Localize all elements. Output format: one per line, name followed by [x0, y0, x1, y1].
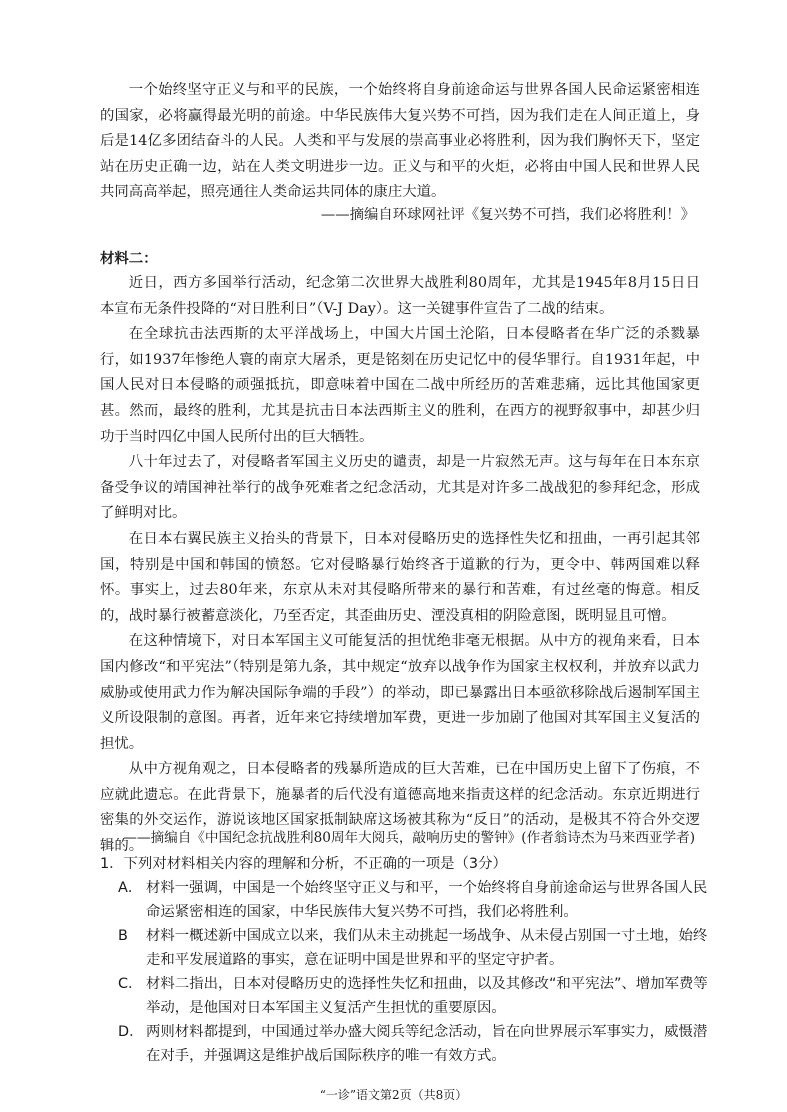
material2-paragraph-3: 八十年过去了，对侵略者军国主义历史的谴责，却是一片寂然无声。这与每年在日本东京备受争议的靖国神社举行的战争死难者之纪念活动，尤其是对许多二战战犯的参拜纪念，形成了鲜明对比。: [100, 454, 700, 522]
option-letter: D．: [118, 1024, 144, 1040]
material2-paragraph-5: 在这种情境下，对日本军国主义可能复活的担忧绝非毫无根据。从中方的视角来看，日本国内修改“和平宪法”（特别是第九条，其中规定“放弃以战争作为国家主权权利，并放弃以武力威胁或使用武力作为解决国际争端的手段”）的举动，即已暴露出日本亟欲移除战后遏制军国主义所设限制的意图。再者，近年来它持续增加军费，更进一步加剧了他国对其军国主义复活的担忧。: [100, 633, 700, 752]
option-text: 材料一强调，中国是一个始终坚守正义与和平，一个始终将自身前途命运与世界各国人民命运紧密相连的国家，中华民族伟大复兴势不可挡，我们必将胜利。: [146, 880, 708, 920]
material1-source: ——摘编自环球网社评《复兴势不可挡，我们必将胜利！》: [320, 207, 695, 223]
material1-paragraph: 一个始终坚守正义与和平的民族，一个始终将自身前途命运与世界各国人民命运紧密相连的国家，必将赢得最光明的前途。中华民族伟大复兴势不可挡，因为我们走在人间正道上，身后是14亿多团结奋斗的人民。人类和平与发展的崇高事业必将胜利，因为我们胸怀天下，坚定站在历史正确一边，站在人类文明进步一边。正义与和平的火炬，必将由中国人民和世界人民共同高高举起，照亮通往人类命运共同体的康庄大道。: [100, 82, 700, 201]
question-stem: 1．下列对材料相关内容的理解和分析，不正确的一项是（3分）: [100, 856, 507, 872]
option-text: 两则材料都提到，中国通过举办盛大阅兵等纪念活动，旨在向世界展示军事实力，威慑潜在对手，并强调这是维护战后国际秩序的唯一有效方式。: [146, 1024, 708, 1064]
option-letter: C．: [118, 976, 143, 992]
material2-paragraph-2: 在全球抗击法西斯的太平洋战场上，中国大片国土沦陷，日本侵略者在华广泛的杀戮暴行，如1937年惨绝人寰的南京大屠杀，更是铭刻在历史记忆中的侵华罪行。自1931年起，中国人民对日本侵略的顽强抵抗，即意味着中国在二战中所经历的苦难悲痛，远比其他国家更甚。然而，最终的胜利，尤其是抗击日本法西斯主义的胜利，在西方的视野叙事中，却甚少归功于当时四亿中国人民所付出的巨大牺牲。: [100, 326, 700, 445]
option-c[interactable]: [100, 972, 710, 1020]
question-1: [100, 852, 710, 1068]
page-footer: “一诊”语文第2页（共8页）: [319, 1088, 468, 1102]
material2-paragraph-1: 近日，西方多国举行活动，纪念第二次世界大战胜利80周年，尤其是1945年8月15日日本宣布无条件投降的“对日胜利日”（V-J Day）。这一关键事件宣告了二战的结束。: [100, 275, 700, 317]
material2-paragraph-4: 在日本右翼民族主义抬头的背景下，日本对侵略历史的选择性失忆和扭曲，一再引起其邻国，特别是中国和韩国的愤怒。它对侵略暴行始终吝于道歉的行为，更令中、韩两国难以释怀。事实上，过去80年来，东京从未对其侵略所带来的暴行和苦难，有过丝毫的悔意。相反的，战时暴行被蓄意淡化，乃至否定，其歪曲历史、湮没真相的阴险意图，既明显且可憎。: [100, 530, 700, 624]
option-text: 材料二指出，日本对侵略历史的选择性失忆和扭曲，以及其修改“和平宪法”、增加军费等举动，是他国对日本军国主义复活产生担忧的重要原因。: [146, 976, 708, 1016]
option-letter: A．: [118, 880, 143, 896]
material2-heading: 材料二：: [100, 250, 158, 267]
option-b[interactable]: [100, 924, 710, 972]
material2-source: ——摘编自《中国纪念抗战胜利80周年大阅兵，敲响历史的警钟》(作者翁诗杰为马来西亚学者): [123, 830, 695, 846]
option-text: 材料一概述新中国成立以来，我们从未主动挑起一场战争、从未侵占别国一寸土地，始终走和平发展道路的事实，意在证明中国是世界和平的坚定守护者。: [146, 928, 708, 968]
option-d[interactable]: [100, 1020, 710, 1068]
option-letter: B: [118, 928, 128, 944]
material1-block: [100, 78, 700, 206]
material2-paragraph-6: 从中方视角观之，日本侵略者的残暴所造成的巨大苦难，已在中国历史上留下了伤痕，不应就此遗忘。在此背景下，施暴者的后代没有道德高地来指责这样的纪念活动。东京近期进行密集的外交运作，游说该地区国家抵制缺席这场被其称为“反日”的活动，是极其不符合外交逻辑的。: [100, 761, 700, 855]
option-a[interactable]: [100, 876, 710, 924]
material2-block: [100, 271, 700, 860]
